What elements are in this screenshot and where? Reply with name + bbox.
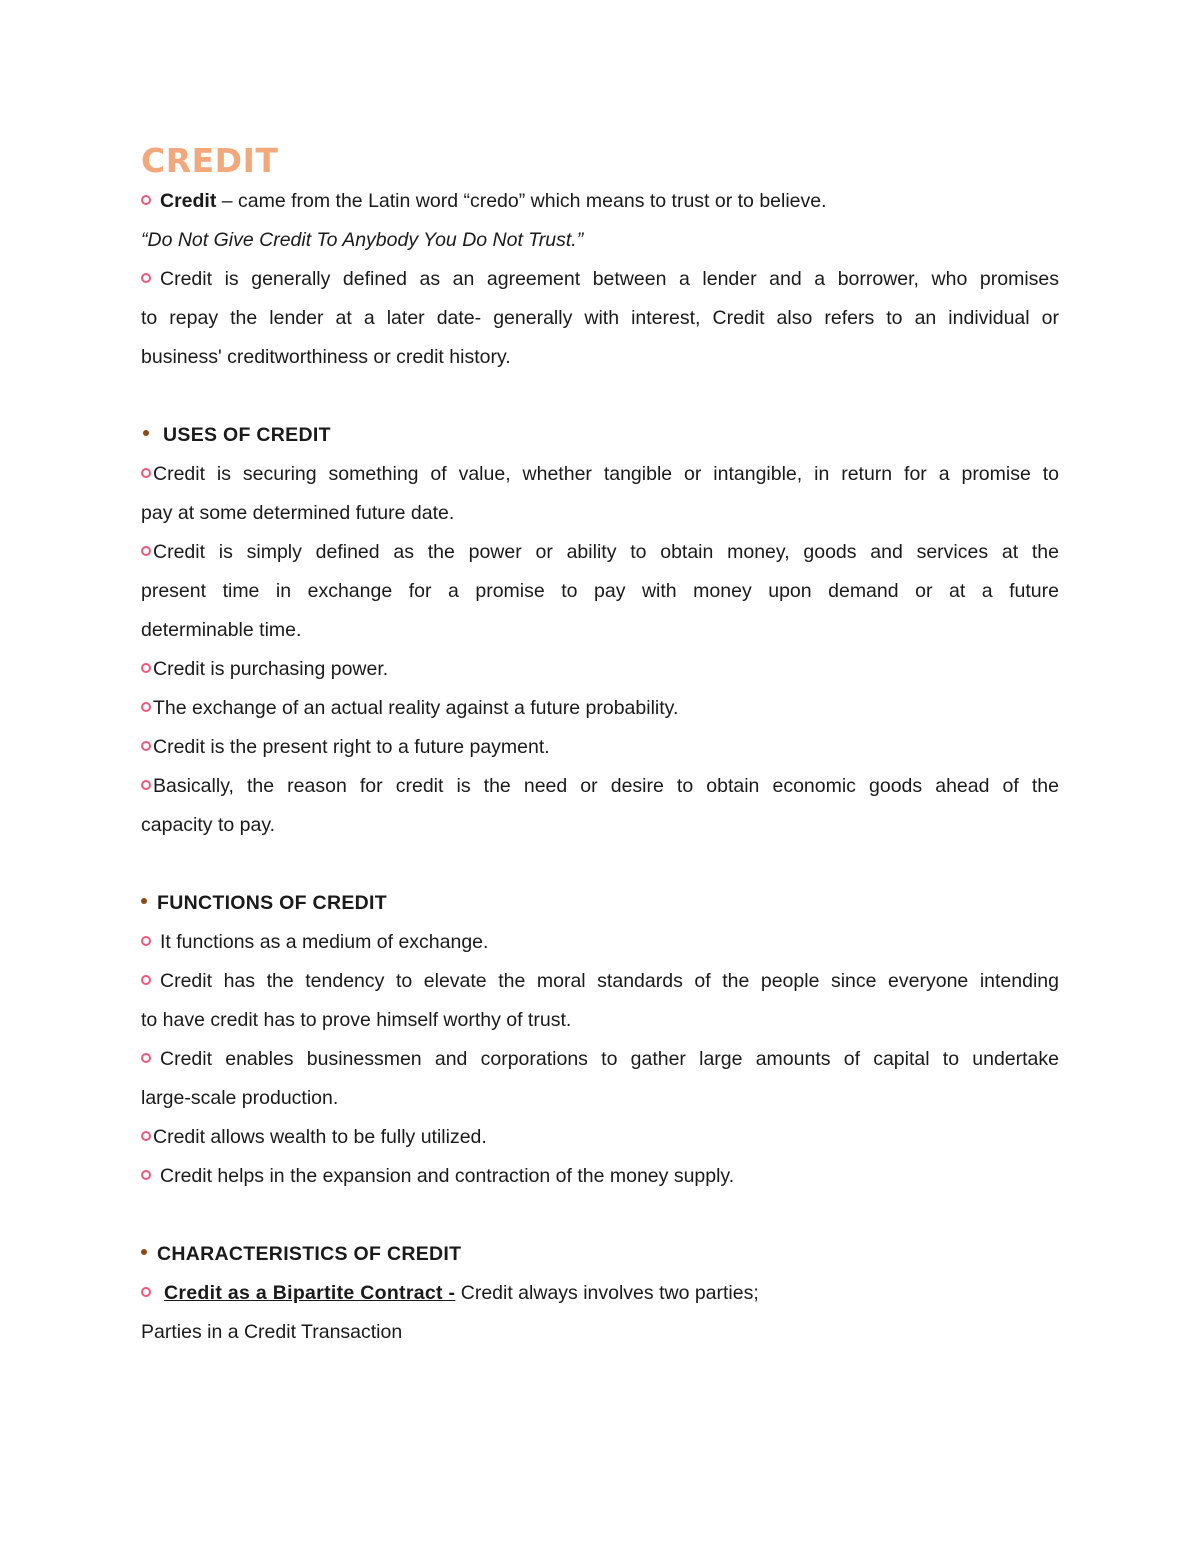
uses-line-3: Credit is simply defined as the power or ability to obtain money, goods and services at the — [141, 533, 1059, 572]
ring-bullet-icon — [141, 780, 151, 790]
ring-bullet-icon — [141, 1131, 151, 1141]
ring-bullet-icon — [141, 1170, 151, 1180]
ring-bullet-icon — [141, 975, 151, 985]
uses-line-1: Credit is securing something of value, whether tangible or intangible, in return for a promise to — [141, 455, 1059, 494]
ring-bullet-icon — [141, 741, 151, 751]
functions-line-6: Credit allows wealth to be fully utilized. — [141, 1118, 1059, 1157]
functions-line-4: Credit enables businessmen and corporations to gather large amounts of capital to undertake — [141, 1040, 1059, 1079]
ring-bullet-icon — [141, 273, 151, 283]
characteristics-heading: CHARACTERISTICS OF CREDIT — [141, 1235, 1059, 1274]
general-definition-line-2: to repay the lender at a later date- generally with interest, Credit also refers to an individual or — [141, 307, 1059, 329]
general-definition-line-3: business' creditworthiness or credit history. — [141, 346, 511, 368]
bipartite-contract-label: Credit as a Bipartite Contract - — [164, 1282, 456, 1304]
ring-bullet-icon — [141, 702, 151, 712]
characteristics-line-2: Parties in a Credit Transaction — [141, 1321, 403, 1343]
uses-line-4: present time in exchange for a promise to pay with money upon demand or at a future — [141, 580, 1059, 602]
ring-bullet-icon — [141, 1053, 151, 1063]
uses-heading: USES OF CREDIT — [141, 416, 1059, 455]
uses-line-5: determinable time. — [141, 619, 302, 641]
uses-line-9: Basically, the reason for credit is the need or desire to obtain economic goods ahead of the — [141, 767, 1059, 806]
ring-bullet-icon — [141, 195, 151, 205]
ring-bullet-icon — [141, 936, 151, 946]
ring-bullet-icon — [141, 546, 151, 556]
functions-line-3: to have credit has to prove himself worthy of trust. — [141, 1009, 572, 1031]
functions-line-5: large-scale production. — [141, 1087, 339, 1109]
heading-dot-icon — [141, 898, 147, 904]
general-definition-line-1: Credit is generally defined as an agreement between a lender and a borrower, who promises — [141, 260, 1059, 299]
document-page — [141, 140, 1059, 1352]
document-title: CREDIT — [141, 141, 279, 180]
ring-bullet-icon — [141, 663, 151, 673]
uses-line-7: The exchange of an actual reality against a future probability. — [141, 689, 1059, 728]
uses-line-10: capacity to pay. — [141, 814, 276, 836]
credit-quote: “Do Not Give Credit To Anybody You Do Not Trust.” — [141, 229, 584, 251]
uses-line-6: Credit is purchasing power. — [141, 650, 1059, 689]
functions-line-7: Credit helps in the expansion and contraction of the money supply. — [141, 1157, 1059, 1196]
functions-line-1: It functions as a medium of exchange. — [141, 923, 1059, 962]
credit-definition-text: – came from the Latin word “credo” which means to trust or to believe. — [216, 190, 827, 212]
functions-heading: FUNCTIONS OF CREDIT — [141, 884, 1059, 923]
uses-line-8: Credit is the present right to a future payment. — [141, 728, 1059, 767]
ring-bullet-icon — [141, 1287, 151, 1297]
credit-definition — [141, 182, 1059, 221]
heading-dot-icon — [141, 1249, 147, 1255]
credit-term: Credit — [160, 190, 217, 212]
ring-bullet-icon — [141, 468, 151, 478]
heading-dot-icon — [143, 430, 149, 436]
functions-line-2: Credit has the tendency to elevate the moral standards of the people since everyone intending — [141, 962, 1059, 1001]
uses-line-2: pay at some determined future date. — [141, 502, 455, 524]
characteristics-line-1: Credit as a Bipartite Contract - Credit always involves two parties; — [141, 1274, 1059, 1313]
